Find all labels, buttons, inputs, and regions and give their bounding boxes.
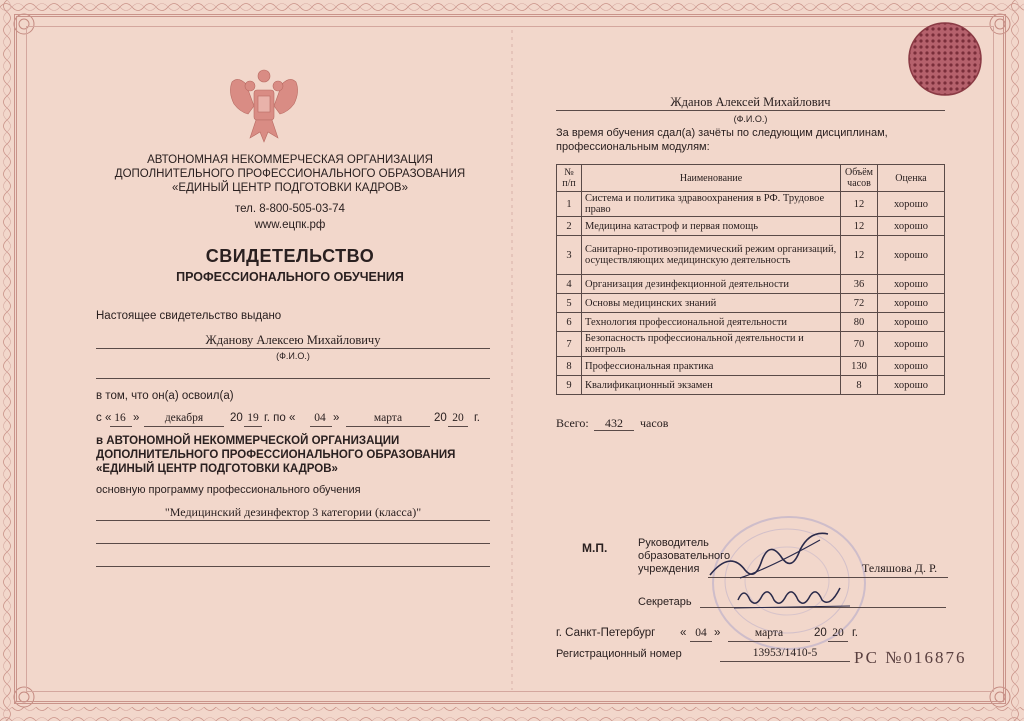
issue-date [680, 627, 880, 643]
from-prefix: с « [96, 412, 112, 424]
row-name: Квалификационный экзамен [582, 376, 841, 395]
row-name: Технология профессиональной деятельности [582, 313, 841, 332]
date-month: марта [754, 627, 784, 639]
date-month-line [728, 641, 810, 642]
from-day-line [110, 426, 132, 427]
from-year: 19 [247, 412, 259, 424]
study-period [96, 412, 496, 428]
row-hours: 130 [841, 357, 878, 376]
row-hours: 36 [841, 275, 878, 294]
row-hours: 12 [841, 236, 878, 275]
row-hours: 12 [841, 192, 878, 217]
phone: тел. 8-800-505-03-74 [235, 203, 345, 215]
row-grade: хорошо [878, 217, 945, 236]
row-num: 2 [557, 217, 582, 236]
row-grade: хорошо [878, 294, 945, 313]
row-hours: 8 [841, 376, 878, 395]
grades-body [557, 192, 945, 395]
from-month-line [144, 426, 224, 427]
year-prefix-2: 20 [434, 412, 447, 424]
total-underline [594, 430, 634, 431]
total-hours: 432 [605, 416, 623, 430]
row-num: 4 [557, 275, 582, 294]
head-name: Теляшова Д. Р. [862, 561, 938, 575]
table-row [557, 357, 945, 376]
to-close: » [333, 412, 340, 424]
issued-to-label: Настоящее свидетельство выдано [96, 310, 282, 322]
row-name: Система и политика здравоохранения в РФ. Трудовое право [582, 192, 841, 217]
reg-number: 13953/1410-5 [752, 647, 818, 659]
document-title: СВИДЕТЕЛЬСТВО [205, 246, 375, 266]
program-label: основную программу профессионального обучения [96, 484, 361, 496]
head-line-2: образовательного [638, 550, 731, 562]
blank-line-1 [96, 378, 490, 379]
row-grade: хорошо [878, 236, 945, 275]
row-grade: хорошо [878, 275, 945, 294]
serial-number: РС №016876 [854, 648, 967, 667]
org-line-1: АВТОНОМНАЯ НЕКОММЕРЧЕСКАЯ ОРГАНИЗАЦИЯ [147, 154, 433, 166]
mp-label: М.П. [582, 541, 608, 555]
hologram-sticker-icon [906, 20, 984, 98]
row-hours: 70 [841, 332, 878, 357]
recipient-name: Жданову Алексею Михайловичу [205, 333, 381, 347]
row-hours: 12 [841, 217, 878, 236]
date-day-line [690, 641, 712, 642]
row-name: Медицина катастроф и первая помощь [582, 217, 841, 236]
student-underline [556, 110, 945, 111]
secretary-signature-icon [730, 578, 860, 614]
student-name: Жданов Алексей Михайлович [670, 95, 831, 109]
from-close: » [133, 412, 140, 424]
blank-line-3 [96, 566, 490, 567]
from-day: 16 [114, 412, 126, 424]
city: г. Санкт-Петербург [556, 627, 656, 639]
program-name: "Медицинский дезинфектор 3 категории (класса)" [164, 505, 422, 519]
row-hours: 72 [841, 294, 878, 313]
org-block-line-1: в АВТОНОМНОЙ НЕКОММЕРЧЕСКОЙ ОРГАНИЗАЦИИ [96, 435, 400, 447]
row-hours: 80 [841, 313, 878, 332]
header-hours: Объём часов [841, 165, 878, 192]
header-grade: Оценка [878, 165, 945, 192]
row-name: Основы медицинских знаний [582, 294, 841, 313]
blank-line-2 [96, 543, 490, 544]
row-name: Санитарно-противоэпидемический режим организаций, осуществляющих медицинскую деятельность [582, 236, 841, 275]
table-row [557, 192, 945, 217]
to-day-line [310, 426, 332, 427]
row-num: 5 [557, 294, 582, 313]
grades-table [556, 164, 945, 395]
date-year-prefix: 20 [814, 627, 827, 639]
header-num: № п/п [557, 165, 582, 192]
row-grade: хорошо [878, 192, 945, 217]
row-num: 6 [557, 313, 582, 332]
table-row [557, 275, 945, 294]
date-year-suffix: г. [852, 627, 858, 639]
date-year-line [828, 641, 848, 642]
organization-header [100, 153, 480, 195]
row-name: Организация дезинфекционной деятельности [582, 275, 841, 294]
table-header-row [557, 165, 945, 192]
double-headed-eagle-icon [226, 66, 302, 146]
reg-underline [720, 661, 850, 662]
year-prefix-1: 20 [230, 412, 243, 424]
reg-label: Регистрационный номер [556, 648, 682, 660]
table-row [557, 294, 945, 313]
program-underline [96, 520, 490, 521]
date-day: 04 [695, 627, 707, 639]
table-row [557, 376, 945, 395]
to-year: 20 [452, 412, 464, 424]
from-month: декабря [164, 412, 204, 424]
date-close: » [714, 627, 721, 639]
to-year-line [448, 426, 468, 427]
table-row [557, 332, 945, 357]
head-line-3: учреждения [638, 563, 700, 575]
head-line-1: Руководитель [638, 537, 709, 549]
table-row [557, 313, 945, 332]
table-row [557, 236, 945, 275]
table-row [557, 217, 945, 236]
org-block-line-3: «ЕДИНЫЙ ЦЕНТР ПОДГОТОВКИ КАДРОВ» [96, 463, 338, 475]
total-label: Всего: [556, 416, 589, 430]
row-grade: хорошо [878, 376, 945, 395]
contacts [100, 201, 480, 233]
org-line-3: «ЕДИНЫЙ ЦЕНТР ПОДГОТОВКИ КАДРОВ» [172, 182, 408, 194]
date-open: « [680, 627, 687, 639]
to-month-line [346, 426, 430, 427]
org-line-2: ДОПОЛНИТЕЛЬНОГО ПРОФЕССИОНАЛЬНОГО ОБРАЗОВАНИЯ [114, 168, 466, 180]
from-year-line [244, 426, 262, 427]
date-year: 20 [832, 627, 844, 639]
recipient-underline [96, 348, 490, 349]
intro-line-2: профессиональным модулям: [556, 141, 710, 153]
website: www.ецпк.рф [254, 219, 326, 231]
header-name: Наименование [582, 165, 841, 192]
row-name: Безопасность профессиональной деятельности и контроль [582, 332, 841, 357]
document-subtitle: ПРОФЕССИОНАЛЬНОГО ОБУЧЕНИЯ [176, 270, 404, 284]
row-num: 1 [557, 192, 582, 217]
row-num: 9 [557, 376, 582, 395]
row-name: Профессиональная практика [582, 357, 841, 376]
mastered-label: в том, что он(а) освоил(а) [96, 390, 234, 402]
secretary-label: Секретарь [638, 596, 692, 608]
row-grade: хорошо [878, 332, 945, 357]
org-block-line-2: ДОПОЛНИТЕЛЬНОГО ПРОФЕССИОНАЛЬНОГО ОБРАЗОВАНИЯ [96, 449, 456, 461]
fio-label-right: (Ф.И.О.) [733, 114, 768, 124]
org-block [96, 434, 455, 476]
table-intro [556, 126, 888, 154]
intro-line-1: За время обучения сдал(а) зачёты по следующим дисциплинам, [556, 127, 888, 139]
row-num: 7 [557, 332, 582, 357]
row-grade: хорошо [878, 357, 945, 376]
row-num: 3 [557, 236, 582, 275]
row-num: 8 [557, 357, 582, 376]
to-month: марта [373, 412, 403, 424]
fio-label-left: (Ф.И.О.) [276, 351, 310, 361]
year-suffix-2: г. [474, 412, 480, 424]
total-unit: часов [640, 416, 669, 430]
row-grade: хорошо [878, 313, 945, 332]
year-suffix-1: г. по « [264, 412, 296, 424]
to-day: 04 [314, 412, 326, 424]
